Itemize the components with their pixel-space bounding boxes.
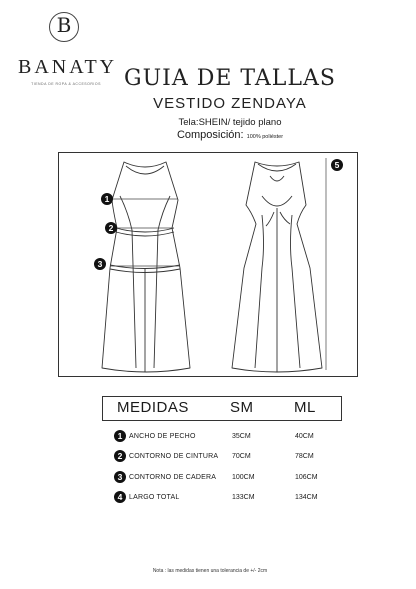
back-neckline (258, 164, 296, 171)
cell-waist-sm: 70CM (232, 453, 251, 460)
cell-chest-ml: 40CM (295, 433, 314, 440)
row-label-length: LARGO TOTAL (129, 494, 180, 501)
front-left-seam (120, 196, 136, 368)
brand-tagline: TIENDA DE ROPA & ACCESORIOS (31, 82, 101, 86)
row-label-hip: CONTORNO DE CADERA (129, 474, 217, 481)
tolerance-note: Nota : las medidas tienen una tolerancia de +/- 2cm (152, 568, 268, 574)
logo-letter: B (56, 13, 72, 37)
cell-chest-sm: 35CM (232, 433, 251, 440)
front-waist-band (116, 228, 174, 232)
composition-value: 100% poliéster (246, 134, 284, 140)
back-right-seam (291, 215, 301, 368)
row-number-badge: 2 (114, 450, 126, 462)
composition-label: Composición: (176, 129, 244, 141)
row-label-chest: ANCHO DE PECHO (129, 433, 196, 440)
row-label-waist: CONTORNO DE CINTURA (129, 453, 219, 460)
row-number-badge: 4 (114, 491, 126, 503)
marker-1: 1 (101, 193, 113, 205)
cell-length-ml: 134CM (295, 494, 318, 501)
header-size-ml: ML (294, 399, 316, 416)
product-name: VESTIDO ZENDAYA (153, 95, 307, 112)
cell-waist-ml: 78CM (295, 453, 314, 460)
back-left-seam (255, 215, 264, 368)
header-size-sm: SM (230, 399, 254, 416)
cell-length-sm: 133CM (232, 494, 255, 501)
header-measures: MEDIDAS (117, 399, 189, 416)
page-title: GUIA DE TALLAS (124, 66, 336, 91)
front-right-seam (154, 196, 170, 368)
back-tie (266, 212, 290, 226)
marker-5: 5 (331, 159, 343, 171)
front-dress-outline (102, 162, 190, 372)
brand-name: BANATY (18, 56, 118, 78)
row-number-badge: 3 (114, 471, 126, 483)
front-hip-line (110, 265, 180, 269)
cell-hip-ml: 106CM (295, 474, 318, 481)
fabric-info: Tela:SHEIN/ tejido plano (178, 117, 282, 128)
cell-hip-sm: 100CM (232, 474, 255, 481)
marker-2: 2 (105, 222, 117, 234)
front-waist-band-2 (116, 232, 174, 236)
marker-3: 3 (94, 258, 106, 270)
back-open-back (262, 196, 292, 206)
back-keyhole (270, 176, 284, 181)
row-number-badge: 1 (114, 430, 126, 442)
